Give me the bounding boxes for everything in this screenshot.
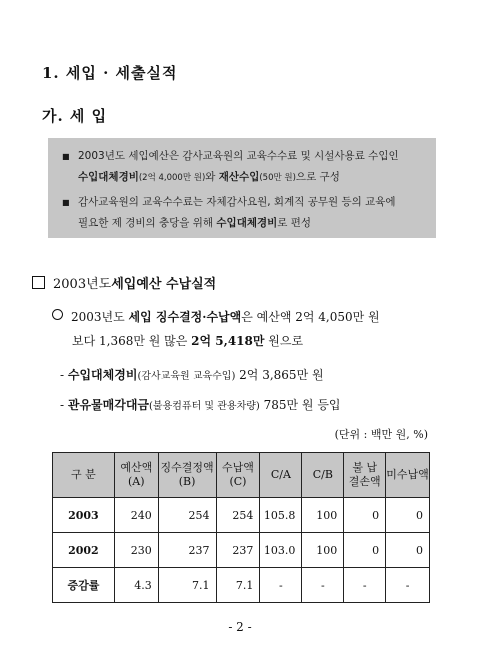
summary-term-property-income: 재산수입 bbox=[218, 171, 260, 183]
th-budget bbox=[114, 453, 158, 498]
summary-line-4-end: 로 편성 bbox=[277, 217, 312, 229]
detail1-term: 수입대체경비 bbox=[67, 368, 138, 382]
paragraph-line-1 bbox=[52, 305, 380, 329]
cell-c-over-a: 103.0 bbox=[260, 533, 302, 568]
cell-c-over-a: - bbox=[260, 568, 302, 603]
para-l2c: 원으로 bbox=[264, 334, 304, 348]
cell-budget: 230 bbox=[114, 533, 158, 568]
detail2-term: 관유물매각대금 bbox=[67, 398, 150, 412]
th-uncollectible-l1: 불 납 bbox=[352, 461, 378, 474]
para-l2a: 보다 1,368만 원 많은 bbox=[72, 334, 192, 348]
summary-amount-2: (50만 원) bbox=[259, 173, 296, 183]
square-bullet-icon: ■ bbox=[62, 198, 70, 207]
cell-c-over-b: 100 bbox=[302, 533, 344, 568]
th-budget-l1: 예산액 bbox=[120, 461, 153, 474]
summary-term-substitute-expense: 수입대체경비 bbox=[78, 171, 139, 183]
row-label: 2002 bbox=[53, 533, 115, 568]
detail-substitute-expense bbox=[60, 363, 324, 389]
th-c-over-b-label: C/B bbox=[312, 468, 333, 481]
para-l1c: 은 예산액 2억 4,050만 원 bbox=[241, 310, 380, 324]
summary-conj: 와 bbox=[205, 171, 219, 183]
section-title-year: 2003년도 bbox=[53, 277, 112, 292]
detail1-amount: 2억 3,865만 원 bbox=[235, 368, 324, 382]
cell-outstanding: 0 bbox=[386, 533, 430, 568]
checkbox-square-icon bbox=[32, 276, 45, 289]
th-category-label: 구 분 bbox=[71, 468, 96, 481]
row-label: 증감률 bbox=[53, 568, 115, 603]
row-label: 2003 bbox=[53, 498, 115, 533]
heading-income-expenditure: 1. 세입 · 세출실적 bbox=[42, 64, 178, 82]
section-title-text: 세입예산 수납실적 bbox=[111, 277, 217, 292]
th-assessed bbox=[158, 453, 216, 498]
para-l1a: 2003년도 bbox=[71, 310, 129, 324]
th-category bbox=[53, 453, 115, 498]
th-budget-l2: (A) bbox=[127, 475, 145, 488]
dash-bullet: - bbox=[60, 368, 68, 382]
cell-uncollectible: 0 bbox=[344, 533, 386, 568]
cell-assessed: 254 bbox=[158, 498, 216, 533]
circle-bullet-icon bbox=[52, 309, 63, 320]
detail2-amount: 785만 원 등입 bbox=[259, 398, 341, 412]
detail1-note: (감사교육원 교육수입) bbox=[137, 371, 236, 382]
summary-box bbox=[48, 138, 436, 238]
cell-collected: 7.1 bbox=[216, 568, 260, 603]
summary-bullet-2 bbox=[62, 192, 426, 234]
th-collected bbox=[216, 453, 260, 498]
th-assessed-l2: (B) bbox=[178, 475, 196, 488]
cell-budget: 4.3 bbox=[114, 568, 158, 603]
th-uncollectible bbox=[344, 453, 386, 498]
detail2-note: (불용컴퓨터 및 관용차량) bbox=[149, 401, 260, 412]
table-header-row bbox=[53, 453, 430, 498]
cell-collected: 254 bbox=[216, 498, 260, 533]
cell-assessed: 237 bbox=[158, 533, 216, 568]
th-outstanding-label: 미수납액 bbox=[386, 468, 429, 481]
summary-bullet-1 bbox=[62, 146, 426, 189]
summary-bullet-2-text bbox=[78, 192, 396, 234]
para-l2b: 2억 5,418만 bbox=[191, 334, 265, 348]
th-collected-l1: 수납액 bbox=[222, 461, 254, 474]
cell-budget: 240 bbox=[114, 498, 158, 533]
cell-outstanding: - bbox=[386, 568, 430, 603]
table-row bbox=[53, 568, 430, 603]
th-c-over-b bbox=[302, 453, 344, 498]
summary-line-1: 2003년도 세입예산은 감사교육원의 교육수수료 및 시설사용료 수입인 bbox=[78, 150, 399, 162]
th-c-over-a bbox=[260, 453, 302, 498]
summary-term-substitute-expense-2: 수입대체경비 bbox=[216, 217, 278, 229]
table-row bbox=[53, 498, 430, 533]
dash-bullet: - bbox=[60, 398, 68, 412]
unit-note: (단위 : 백만 원, %) bbox=[334, 428, 428, 441]
summary-line-2-end: 으로 구성 bbox=[295, 171, 340, 183]
cell-c-over-a: 105.8 bbox=[260, 498, 302, 533]
heading-revenue: 가. 세 입 bbox=[42, 107, 108, 125]
cell-c-over-b: - bbox=[302, 568, 344, 603]
cell-collected: 237 bbox=[216, 533, 260, 568]
cell-assessed: 7.1 bbox=[158, 568, 216, 603]
th-c-over-a-label: C/A bbox=[270, 468, 291, 481]
summary-line-3: 감사교육원의 교육수수료는 자체감사요원, 회계직 공무원 등의 교육에 bbox=[78, 196, 396, 208]
cell-outstanding: 0 bbox=[386, 498, 430, 533]
paragraph-line-2 bbox=[72, 329, 303, 353]
cell-uncollectible: 0 bbox=[344, 498, 386, 533]
th-collected-l2: (C) bbox=[229, 475, 247, 488]
th-assessed-l1: 징수결정액 bbox=[160, 461, 214, 474]
revenue-table bbox=[52, 452, 430, 603]
summary-bullet-1-text bbox=[78, 146, 399, 189]
detail-property-sale bbox=[60, 393, 341, 419]
page-number: - 2 - bbox=[228, 620, 252, 634]
section-title bbox=[32, 273, 216, 292]
th-uncollectible-l2: 결손액 bbox=[348, 475, 381, 488]
th-outstanding bbox=[386, 453, 430, 498]
cell-c-over-b: 100 bbox=[302, 498, 344, 533]
square-bullet-icon: ■ bbox=[62, 152, 70, 161]
table-row bbox=[53, 533, 430, 568]
para-l1b: 세입 징수결정·수납액 bbox=[128, 310, 242, 324]
summary-amount-1: (2억 4,000만 원) bbox=[138, 173, 206, 183]
cell-uncollectible: - bbox=[344, 568, 386, 603]
summary-line-4-start: 필요한 제 경비의 충당을 위해 bbox=[78, 217, 217, 229]
